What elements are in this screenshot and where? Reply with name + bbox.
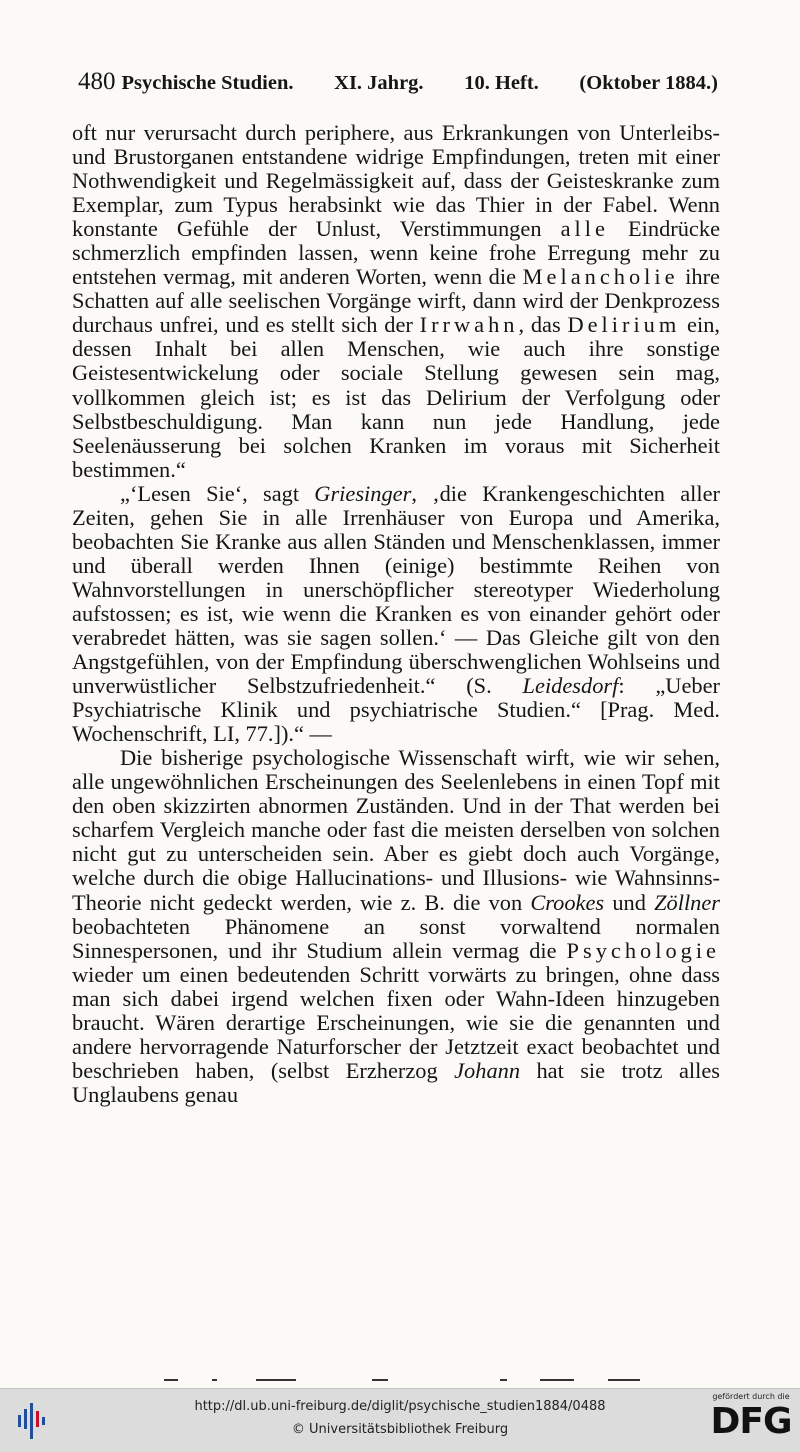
text-run: beobachteten Phänomene an sonst vorwaltend normalen Sinnespersonen, und ihr Studium allein vermag die [72,913,720,963]
copyright-notice: © Universitätsbibliothek Freiburg [291,1422,509,1437]
text-run: Die bisherige psychologische Wissenschaft wirft, wie wir sehen, alle ungewöhnlichen Erscheinungen des Seelenlebens in einen Topf mit den oben skizzirten abnormen Zuständen. Und in der That werden bei scharfem Vergleich manche oder fast die meisten derselben von solchen nicht gut zu unterscheiden sein. Aber es giebt doch auch Vorgänge, welche durch die obige Hallucinations- und Illusions- wie Wahnsinns-Theorie nicht gedeckt werden, wie z. B. die von [72,745,720,915]
journal-year: XI. Jahrg. [334,72,424,94]
text-run: ihre Schatten auf alle seelischen Vorgänge wirft, dann wird der Denkprozess durchaus unfrei, und es stellt sich der [72,264,720,338]
emphasis-italic: Zöllner [654,889,721,915]
text-run: wieder um einen bedeutenden Schritt vorwärts zu bringen, ohne dass man sich dabei irgend welchen fixen oder Wahn-Ideen hinzugeben braucht. Wären derartige Erscheinungen, wie sie die genannten und andere hervorragende Naturforscher der Jetztzeit exact beobachtet und beschrieben haben, (selbst Erzherzog [72,961,720,1083]
dfg-logo-text: DFG [710,1401,792,1442]
permalink-url[interactable]: http://dl.ub.uni-freiburg.de/diglit/psychische_studien1884/0488 [194,1399,606,1414]
paragraph [72,482,720,747]
emphasis-italic: Johann [454,1057,521,1083]
emphasis-italic: Leidesdorf [522,673,619,699]
running-header [78,68,718,98]
emphasis-spaced: Psychologie [566,937,720,963]
emphasis-italic: Crookes [530,889,605,915]
text-run: oft nur verursacht durch periphere, aus Erkrankungen von Unterleibs- und Brustorganen entstandene widrige Empfindungen, treten mit einer Nothwendigkeit und Regelmässigkeit auf, dass der Geisteskranke zum Exemplar, zum Typus herabsinkt wie das Thier in der Fabel. Wenn konstante Gefühle der Unlust, Verstimmungen [72,120,720,242]
paragraph [72,746,720,1107]
body-text [72,121,720,1107]
print-marks [160,1379,790,1383]
text-run: Eindrücke schmerzlich empfinden lassen, wenn keine frohe Erregung mehr zu entstehen vermag, mit anderen Worten, wenn die [72,216,721,290]
journal-title: Psychische Studien. [121,72,294,94]
emphasis-spaced: Delirium [567,312,681,338]
text-run: hat sie trotz alles Unglaubens genau [72,1057,720,1107]
emphasis-spaced: Melancholie [522,264,679,290]
dfg-logo[interactable] [708,1392,794,1450]
text-run: und [604,889,655,915]
dfg-funding-note: gefördert durch die [712,1392,790,1401]
emphasis-italic: Griesinger [314,480,412,506]
viewer-footer [0,1388,800,1452]
emphasis-spaced: Irrwahn [419,312,519,338]
text-run: , ‚die Krankengeschichten aller Zeiten, gehen Sie in alle Irrenhäuser von Europa und Amerika, beobachten Sie Kranke aus allen Ständen und Menschenklassen, immer und überall werden Ihnen (einige) bestimmte Reihen von Wahnvorstellungen in unerschöpflicher stereotyper Wiederholung aufstossen; es ist, wie wenn die Kranken es von einander gehört oder verabredet hätten, was sie sagen sollen.‘ — Das Gleiche gilt von den Angstgefühlen, von der Empfindung überschwenglichen Wohlseins und unverwüstlicher Selbstzufriedenheit.“ (S. [72,480,720,699]
text-run: : „Ueber Psychiatrische Klinik und psychiatrische Studien.“ [Prag. Med. Wochenschrift, LI, 77.]).“ — [72,673,720,747]
text-run: „‘Lesen Sie‘, sagt [120,480,315,506]
paragraph [72,121,720,482]
text-run: , das [518,312,568,338]
journal-issue: 10. Heft. [464,72,539,94]
emphasis-spaced: alle [560,216,609,242]
journal-date: (Oktober 1884.) [579,72,718,94]
page-number: 480 [78,68,116,95]
text-run: ein, dessen Inhalt bei allen Menschen, wie auch ihre sonstige Geistesentwickelung oder sociale Stellung gewesen sein mag, vollkommen gleich ist; es ist das Delirium der Verfolgung oder Selbstbeschuldigung. Man kann nun jede Handlung, jede Seelenäusserung bei solchen Kranken im voraus mit Sicherheit bestimmen.“ [72,312,720,482]
